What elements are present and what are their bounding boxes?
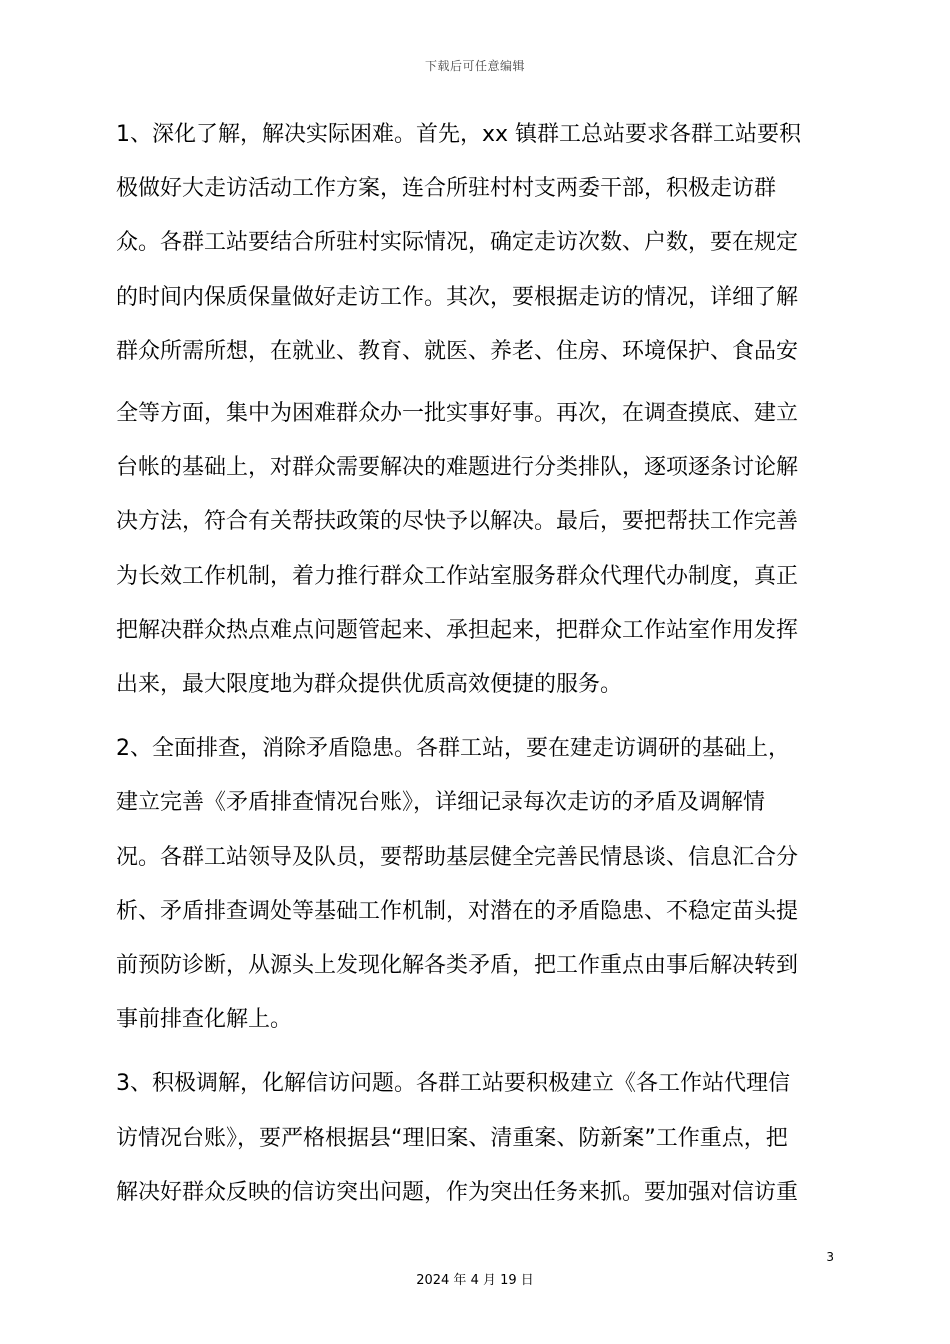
text-line: 台帐的基础上，对群众需要解决的难题进行分类排队，逐项逐条讨论解 bbox=[116, 455, 799, 481]
text-line: 况。各群工站领导及队员，要帮助基层健全完善民情恳谈、信息汇合分 bbox=[116, 844, 799, 870]
text-line: 全等方面，集中为困难群众办一批实事好事。再次，在调查摸底、建立 bbox=[116, 401, 799, 427]
text-line: 极做好大走访活动工作方案，连合所驻村村支两委干部，积极走访群 bbox=[116, 176, 777, 202]
footer-date: 2024 年 4 月 19 日 bbox=[416, 1273, 534, 1288]
text-line: 前预防诊断，从源头上发现化解各类矛盾，把工作重点由事后解决转到 bbox=[116, 953, 799, 979]
paragraph-3 bbox=[116, 1057, 840, 1220]
text-line: 的时间内保质保量做好走访工作。其次，要根据走访的情况，详细了解 bbox=[116, 284, 799, 310]
text-line: 析、矛盾排查调处等基础工作机制，对潜在的矛盾隐患、不稳定苗头提 bbox=[116, 898, 799, 924]
spacer bbox=[116, 712, 840, 722]
paragraph-2 bbox=[116, 722, 840, 1047]
spacer bbox=[116, 379, 840, 387]
text-line: 为长效工作机制，着力推行群众工作站室服务群众代理代办制度，真正 bbox=[116, 563, 799, 589]
text-line: 2、全面排查，消除矛盾隐患。各群工站，要在建走访调研的基础上， bbox=[116, 736, 790, 762]
paragraph-1-continued bbox=[116, 387, 840, 712]
text-line: 群众所需所想，在就业、教育、就医、养老、住房、环境保护、食品安 bbox=[116, 338, 799, 364]
text-line: 1、深化了解，解决实际困难。首先，xx 镇群工总站要求各群工站要积 bbox=[116, 122, 802, 147]
header-note: 下载后可任意编辑 bbox=[424, 59, 525, 73]
text-line: 解决好群众反映的信访突出问题，作为突出任务来抓。要加强对信访重 bbox=[116, 1179, 799, 1205]
text-line: 众。各群工站要结合所驻村实际情况，确定走访次数、户数，要在规定 bbox=[116, 230, 799, 256]
text-line: 3、积极调解，化解信访问题。各群工站要积极建立《各工作站代理信 bbox=[116, 1071, 790, 1097]
text-line: 访情况台账》，要严格根据县“理旧案、清重案、防新案”工作重点，把 bbox=[116, 1125, 788, 1151]
text-line: 事前排查化解上。 bbox=[116, 1007, 293, 1033]
text-line: 出来，最大限度地为群众提供优质高效便捷的服务。 bbox=[116, 672, 623, 698]
text-line: 建立完善《矛盾排查情况台账》，详细记录每次走访的矛盾及调解情 bbox=[116, 790, 766, 816]
page-number: 3 bbox=[826, 1250, 834, 1264]
document-body bbox=[116, 108, 840, 1220]
text-line: 把解决群众热点难点问题管起来、承担起来，把群众工作站室作用发挥 bbox=[116, 617, 799, 643]
spacer bbox=[116, 1047, 840, 1057]
paragraph-1 bbox=[116, 108, 840, 379]
text-line: 决方法，符合有关帮扶政策的尽快予以解决。最后，要把帮扶工作完善 bbox=[116, 509, 799, 535]
